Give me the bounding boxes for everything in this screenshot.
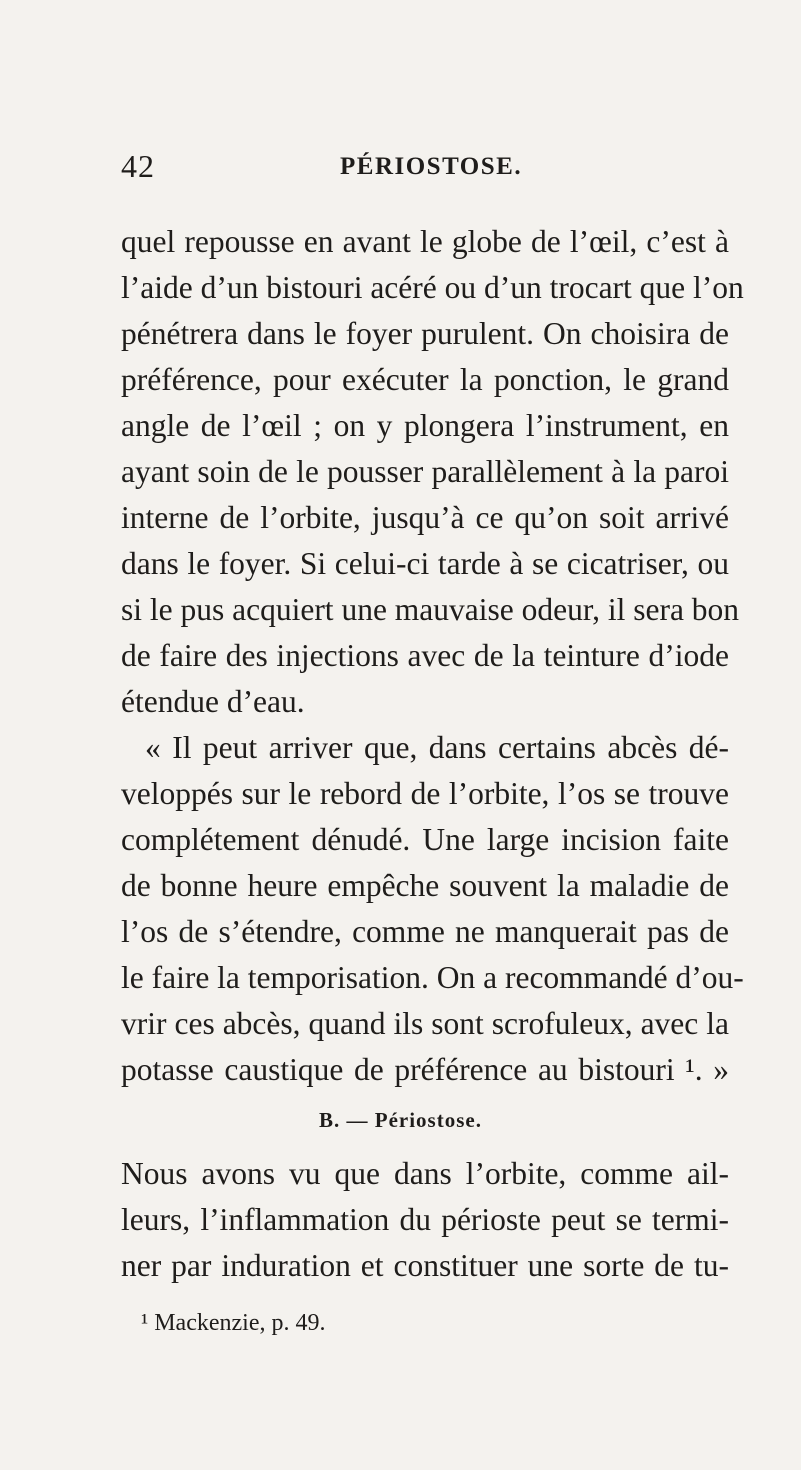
text-line: interne de l’orbite, jusqu’à ce qu’on soit arrivé — [121, 500, 729, 535]
text-line: ayant soin de le pousser parallèlement à la paroi — [121, 454, 729, 489]
text-line: le faire la temporisation. On a recommandé d’ou- — [121, 960, 744, 995]
text-line: de bonne heure empêche souvent la maladie de — [121, 868, 729, 903]
text-line: dans le foyer. Si celui-ci tarde à se cicatriser, ou — [121, 546, 729, 581]
text-line: angle de l’œil ; on y plongera l’instrument, en — [121, 408, 729, 443]
text-line: Nous avons vu que dans l’orbite, comme ail- — [121, 1156, 729, 1191]
text-line: l’os de s’étendre, comme ne manquerait pas de — [121, 914, 729, 949]
text-line: si le pus acquiert une mauvaise odeur, il sera bon — [121, 592, 740, 627]
text-line: préférence, pour exécuter la ponction, le grand — [121, 362, 729, 397]
footnote: ¹ Mackenzie, p. 49. — [141, 1310, 326, 1336]
text-line: complétement dénudé. Une large incision faite — [121, 822, 729, 857]
page-number: 42 — [121, 148, 155, 184]
text-line: leurs, l’inflammation du périoste peut se termi- — [121, 1202, 729, 1237]
text-line: de faire des injections avec de la teinture d’iode — [121, 638, 729, 673]
text-line: pénétrera dans le foyer purulent. On choisira de — [121, 316, 729, 351]
text-line: potasse caustique de préférence au bistouri ¹. » — [121, 1052, 729, 1087]
text-line: « Il peut arriver que, dans certains abcès dé- — [145, 730, 729, 765]
text-line: vrir ces abcès, quand ils sont scrofuleux, avec la — [121, 1006, 729, 1041]
section-heading: B. — Périostose. — [319, 1108, 482, 1132]
text-line: étendue d’eau. — [121, 684, 305, 719]
text-line: quel repousse en avant le globe de l’œil, c’est à — [121, 224, 729, 259]
running-head: PÉRIOSTOSE. — [340, 153, 523, 180]
text-line: ner par induration et constituer une sorte de tu- — [121, 1248, 729, 1283]
text-line: l’aide d’un bistouri acéré ou d’un trocart que l’on — [121, 270, 744, 305]
text-line: veloppés sur le rebord de l’orbite, l’os se trouve — [121, 776, 729, 811]
